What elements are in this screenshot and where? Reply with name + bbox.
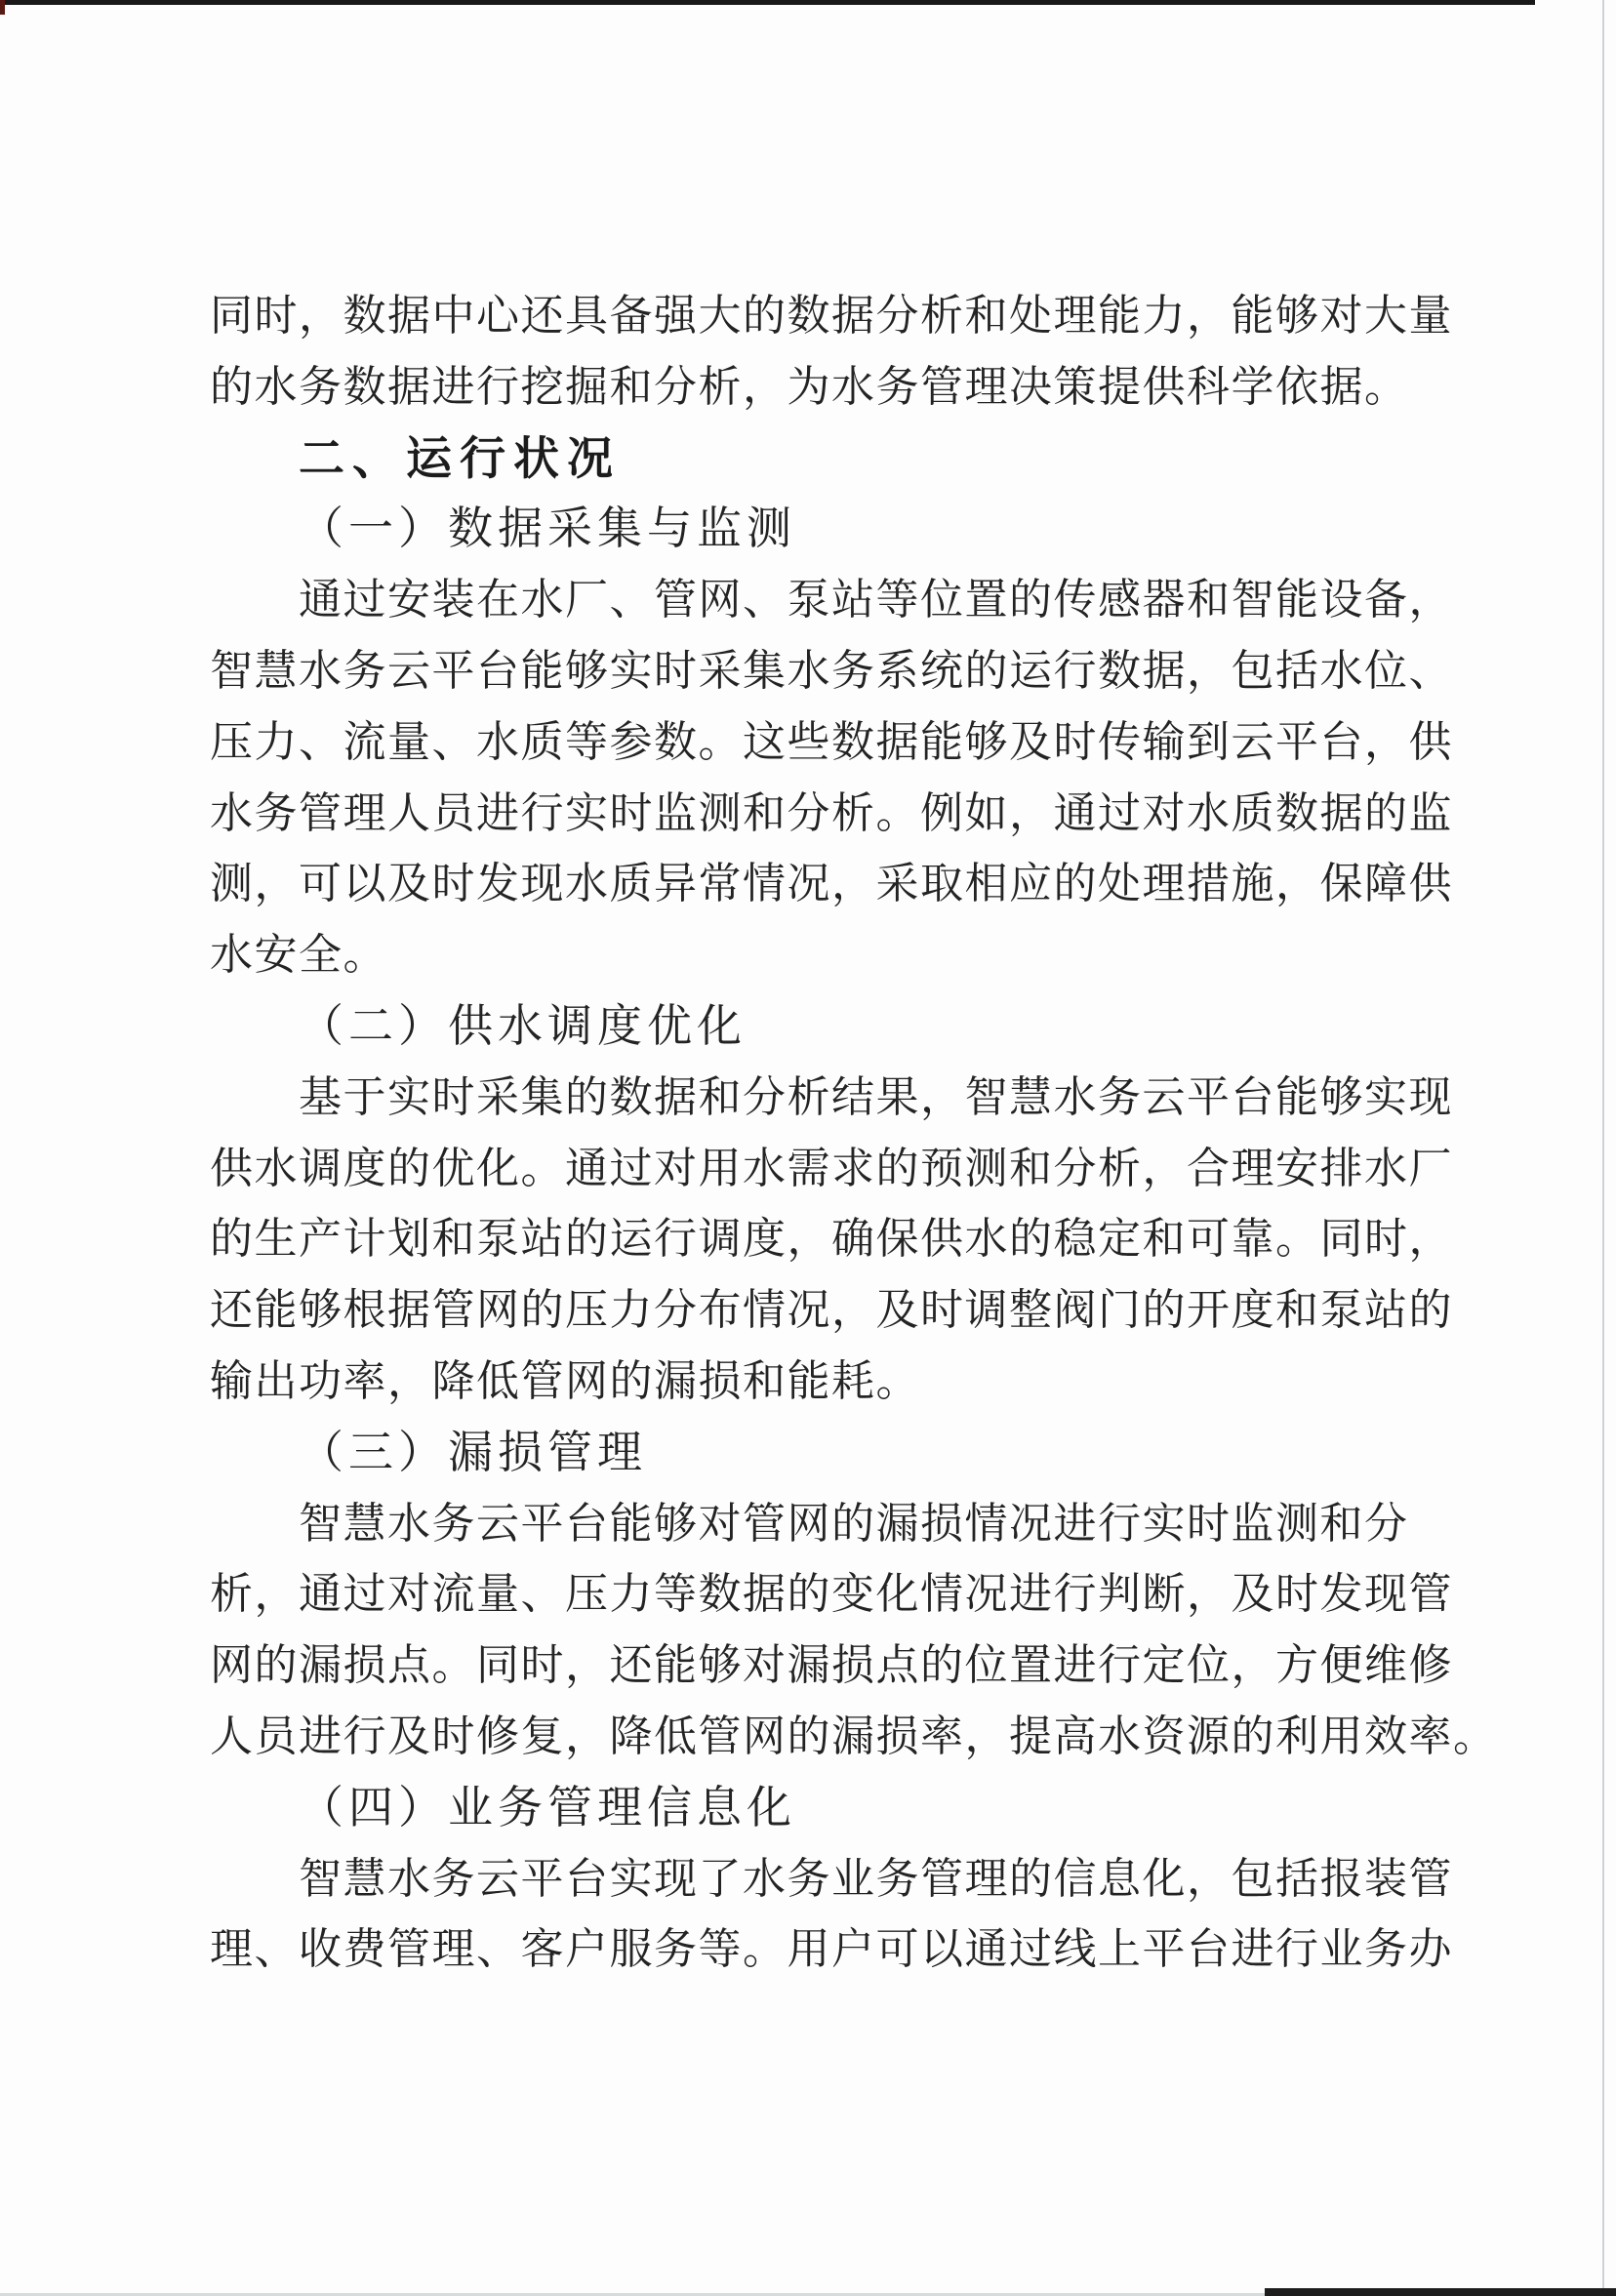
text-line: 智慧水务云平台能够实时采集水务系统的运行数据，包括水位、 — [210, 646, 1453, 695]
text-line: 基于实时采集的数据和分析结果，智慧水务云平台能够实现 — [299, 1072, 1453, 1121]
text-line: 测，可以及时发现水质异常情况，采取相应的处理措施，保障供 — [210, 860, 1453, 908]
subsection-heading: （二）供水调度优化 — [299, 1000, 747, 1051]
document-text-block — [210, 281, 1498, 1986]
text-line: 人员进行及时修复，降低管网的漏损率，提高水资源的利用效率。 — [210, 1712, 1498, 1760]
text-line: 还能够根据管网的压力分布情况，及时调整阀门的开度和泵站的 — [210, 1286, 1453, 1335]
scan-edge-top — [0, 0, 1535, 5]
text-line: 输出功率，降低管网的漏损和能耗。 — [210, 1356, 920, 1405]
subsection-heading: （四）业务管理信息化 — [299, 1782, 796, 1833]
text-line: 的生产计划和泵站的运行调度，确保供水的稳定和可靠。同时， — [210, 1215, 1453, 1264]
text-line: 析，通过对流量、压力等数据的变化情况进行判断，及时发现管 — [210, 1570, 1453, 1619]
subsection-heading: （三）漏损管理 — [299, 1427, 647, 1477]
scan-edge-bottom-right — [1265, 2288, 1616, 2296]
scan-edge-right — [1602, 0, 1604, 2296]
section-heading: 二、运行状况 — [299, 431, 621, 484]
text-line: 同时，数据中心还具备强大的数据分析和处理能力，能够对大量 — [210, 292, 1453, 340]
text-line: 水安全。 — [210, 931, 387, 980]
text-line: 智慧水务云平台实现了水务业务管理的信息化，包括报装管 — [299, 1854, 1453, 1903]
text-line: 网的漏损点。同时，还能够对漏损点的位置进行定位，方便维修 — [210, 1641, 1453, 1690]
text-line: 压力、流量、水质等参数。这些数据能够及时传输到云平台，供 — [210, 717, 1453, 766]
text-line: 通过安装在水厂、管网、泵站等位置的传感器和智能设备， — [299, 576, 1453, 624]
text-line: 水务管理人员进行实时监测和分析。例如，通过对水质数据的监 — [210, 788, 1453, 837]
text-line: 理、收费管理、客户服务等。用户可以通过线上平台进行业务办 — [210, 1925, 1453, 1974]
subsection-heading: （一）数据采集与监测 — [299, 504, 796, 554]
text-line: 智慧水务云平台能够对管网的漏损情况进行实时监测和分 — [299, 1499, 1409, 1548]
text-line: 的水务数据进行挖掘和分析，为水务管理决策提供科学依据。 — [210, 362, 1409, 411]
text-line: 供水调度的优化。通过对用水需求的预测和分析，合理安排水厂 — [210, 1144, 1453, 1192]
scan-mark-topleft — [0, 0, 5, 15]
